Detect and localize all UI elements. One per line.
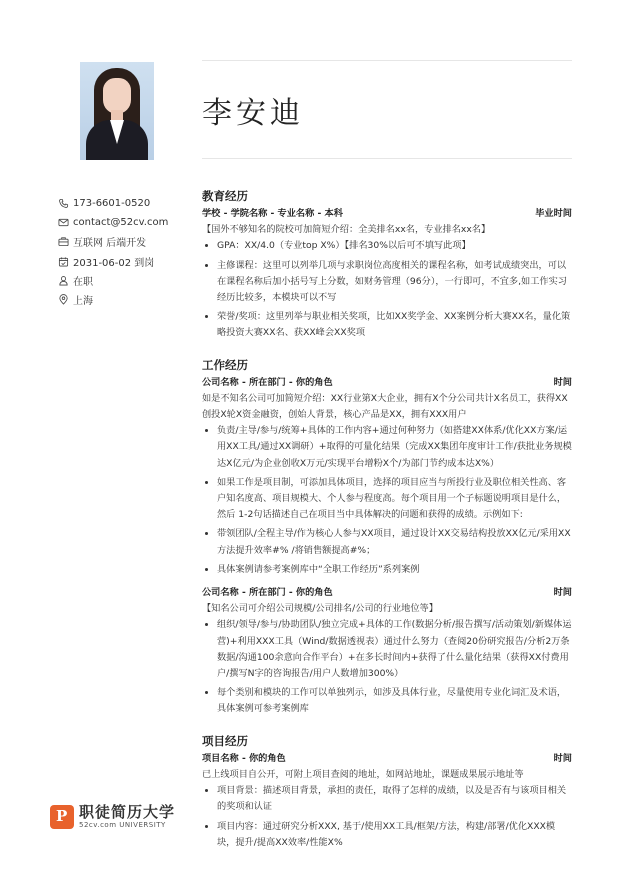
list-item: • GPA：XX/4.0（专业top X%）【排名30%以后可不填写此项】 [217,238,572,254]
job-date: 时间 [553,587,572,599]
education-bullets [202,238,572,341]
job-header [202,375,572,391]
divider-bottom [202,158,572,159]
divider-top [202,60,572,61]
logo-mark: P [50,805,74,829]
phone-text: 173-6601-0520 [73,198,151,210]
job-intro: 如是不知名公司可加简短介绍：XX行业第X大企业，拥有X个分公司共计X名员工，获得XX创投X轮X资金融资，创始人背景，核心产品是XX，拥有XXX用户 [202,392,568,421]
list-item: • 每个类别和模块的工作可以单独列示，如涉及具体行业，尽量使用专业化词汇及术语，具体案例可参考案例库 [217,685,572,717]
location-pin-icon [58,294,69,305]
contact-status [58,271,193,290]
job-company: 公司名称 - 所在部门 - 你的角色 [202,587,333,599]
job-date: 时间 [553,376,572,388]
project-header [202,751,572,767]
email-text: contact@52cv.com [73,217,169,229]
calendar-icon [58,256,69,267]
list-item: • 带领团队/全程主导/作为核心人参与XX项目，通过设计XX交易结构投放XX亿元/采用XX方法提升效率#% /将销售额提高#%； [217,526,572,558]
job-bullets [202,617,572,717]
briefcase-icon [58,236,69,247]
list-item: • 项目内容：通过研究分析XXX, 基于/使用XX工具/框架/方法，构建/部署/优化XXX模块，提升/提高XX效率/性能X% [217,819,572,851]
education-date: 毕业时间 [535,208,572,219]
profile-photo [80,62,154,160]
job-company: 公司名称 - 所在部门 - 你的角色 [202,376,333,388]
project-name: 项目名称 - 你的角色 [202,752,286,764]
list-item: • 主修课程：这里可以列举几项与求职岗位高度相关的课程名称，如考试成绩突出，可以在课程名称后加小括号写上分数，如财务管理（96分），一行即可，不宜多,如工作实习经历比较多，本模块可以不写 [217,258,572,307]
contact-industry [58,232,193,251]
location-text: 上海 [73,296,93,308]
list-item: • 具体案例请参考案例库中“全职工作经历”系列案例 [217,562,572,578]
contact-arrival [58,252,193,271]
status-text: 在职 [73,276,93,288]
project-bullets [202,783,572,851]
list-item: • 项目背景：描述项目背景，承担的责任，取得了怎样的成绩，以及是否有与该项目相关的奖项和认证 [217,783,572,815]
education-title: 教育经历 [202,189,248,203]
work-title: 工作经历 [202,357,248,372]
contact-email [58,213,193,232]
list-item: • 负责/主导/参与/统筹+具体的工作内容+通过何种努力（如搭建XX体系/优化XX方案/运用XX工具/通过XX调研）+取得的可量化结果（完成XX集团年度审计工作/获批业务规模达X亿元/为企业创收X万元/实现平台增粉X个/为部门节约成本达X%） [217,423,572,472]
phone-icon [58,198,69,209]
mail-icon [58,217,69,228]
contact-location [58,290,193,309]
list-item: • 组织/领导/参与/协助团队/独立完成+具体的工作(数据分析/报告撰写/活动策划/新媒体运营)+利用XXX工具（Wind/数据透视表）通过什么努力（查阅20份研究报告/分析2万条数据/沟通100余意向合作平台）+在多长时间内+获得了什么量化结果（获得XX付费用户/撰写N字的咨询报告/用户人数增加300%） [217,617,572,682]
contact-phone [58,194,193,213]
candidate-name: 李安迪 [202,96,304,131]
industry-text: 互联网 后端开发 [73,238,147,250]
logo-title: 职徒简历大学 [79,803,176,821]
logo-subtitle: 52cv.com UNIVERSITY [79,821,166,829]
job-intro: 【知名公司可介绍公司规模/公司排名/公司的行业地位等】 [202,603,438,615]
project-date: 时间 [553,752,572,764]
job-bullets [202,423,572,578]
brand-logo [50,804,175,830]
user-icon [58,275,69,286]
project-title: 项目经历 [202,733,248,748]
list-item: • 如果工作是项目制，可添加具体项目，选择的项目应当与所投行业及职位相关性高、客户知名度高、项目规模大、个人参与程度高。每个项目用一个子标题说明项目是什么，然后 1-2句话描述自己在项目当中具体解决的问题和获得的成绩。示例如下: [217,475,572,524]
education-intro: 【国外不够知名的院校可加简短介绍：全美排名xx名，专业排名xx名】 [202,224,491,236]
arrival-text: 2031-06-02 到岗 [73,257,155,269]
education-school: 学校 - 学院名称 - 专业名称 - 本科 [202,208,343,219]
job-header [202,585,572,601]
resume-main [202,188,572,854]
project-intro: 已上线项目自公开，可附上项目查阅的地址，如网站地址，课题成果展示地址等 [202,768,524,780]
contact-list [58,194,193,309]
list-item: • 荣誉/奖项：这里列举与职业相关奖项，比如XX奖学金、XX案例分析大赛XX名，量化策略投资大赛XX名、获XX峰会XX奖项 [217,309,572,341]
education-header [202,206,572,222]
